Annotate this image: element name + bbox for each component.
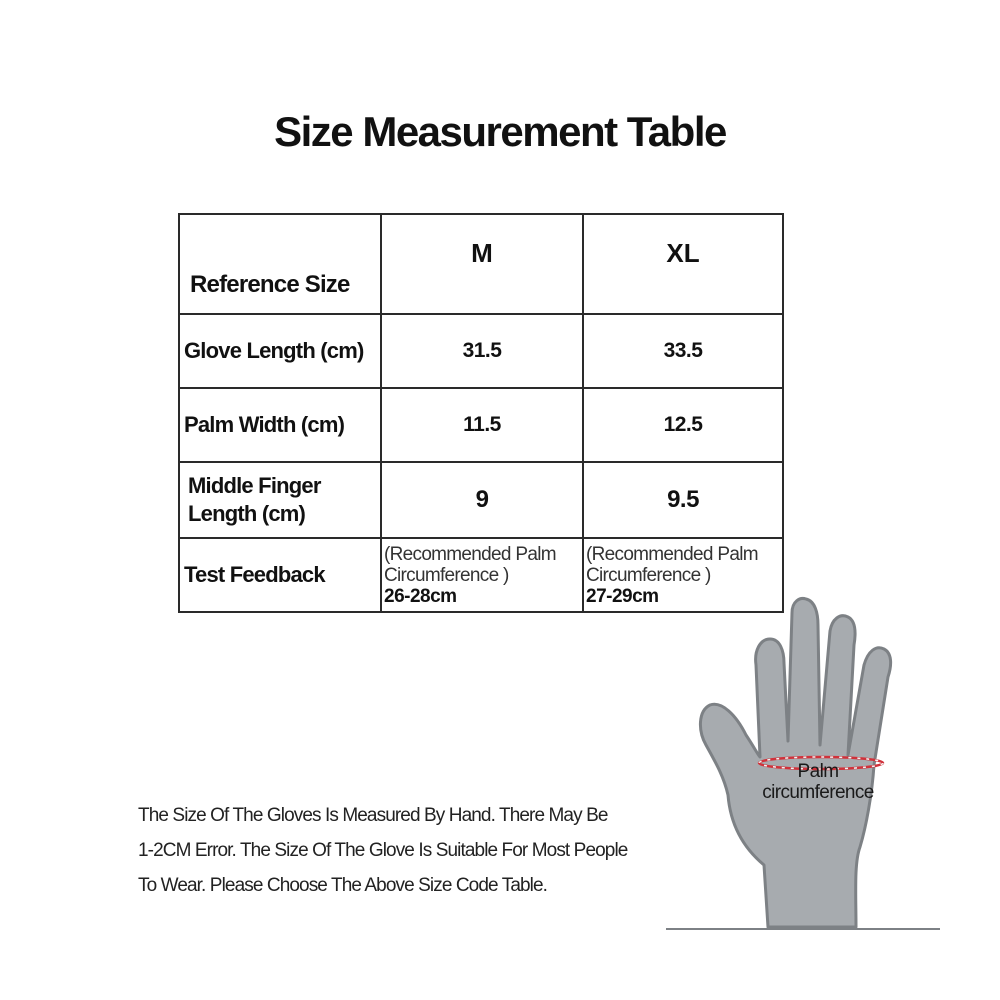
- table-row: [179, 314, 783, 388]
- sizing-note: [138, 798, 708, 903]
- middle-finger-label-line1: Middle Finger: [188, 473, 321, 498]
- middle-finger-label: [179, 462, 381, 538]
- size-measurement-table: [178, 213, 784, 613]
- test-feedback-label: Test Feedback: [179, 538, 381, 612]
- reference-size-label: Reference Size: [179, 214, 381, 314]
- size-m-header: M: [381, 214, 583, 314]
- palm-width-xl: 12.5: [583, 388, 783, 462]
- palm-label-line2: circumference: [762, 782, 874, 803]
- feedback-range-xl: 27-29cm: [586, 585, 659, 607]
- feedback-note-line2: Circumference ): [384, 564, 509, 586]
- feedback-note-line1: (Recommended Palm: [384, 543, 556, 565]
- table-row: [179, 462, 783, 538]
- glove-length-m: 31.5: [381, 314, 583, 388]
- table-row: [179, 388, 783, 462]
- glove-length-xl: 33.5: [583, 314, 783, 388]
- feedback-note-line1: (Recommended Palm: [586, 543, 758, 565]
- test-feedback-m: [381, 538, 583, 612]
- palm-width-m: 11.5: [381, 388, 583, 462]
- palm-width-label: Palm Width (cm): [179, 388, 381, 462]
- sizing-note-line3: To Wear. Please Choose The Above Size Code Table.: [138, 875, 548, 896]
- glove-length-label: Glove Length (cm): [179, 314, 381, 388]
- sizing-note-line1: The Size Of The Gloves Is Measured By Hand. There May Be: [138, 805, 608, 826]
- hand-illustration: [660, 595, 950, 935]
- palm-label-line1: Palm: [797, 761, 839, 782]
- middle-finger-label-line2: Length (cm): [188, 501, 306, 526]
- sizing-note-line2: 1-2CM Error. The Size Of The Glove Is Suitable For Most People: [138, 840, 628, 861]
- middle-finger-xl: 9.5: [583, 462, 783, 538]
- table-header-row: [179, 214, 783, 314]
- page-title: Size Measurement Table: [274, 108, 726, 155]
- palm-circumference-label: [748, 761, 888, 803]
- size-xl-header: XL: [583, 214, 783, 314]
- middle-finger-m: 9: [381, 462, 583, 538]
- feedback-note-line2: Circumference ): [586, 564, 711, 586]
- feedback-range-m: 26-28cm: [384, 585, 457, 607]
